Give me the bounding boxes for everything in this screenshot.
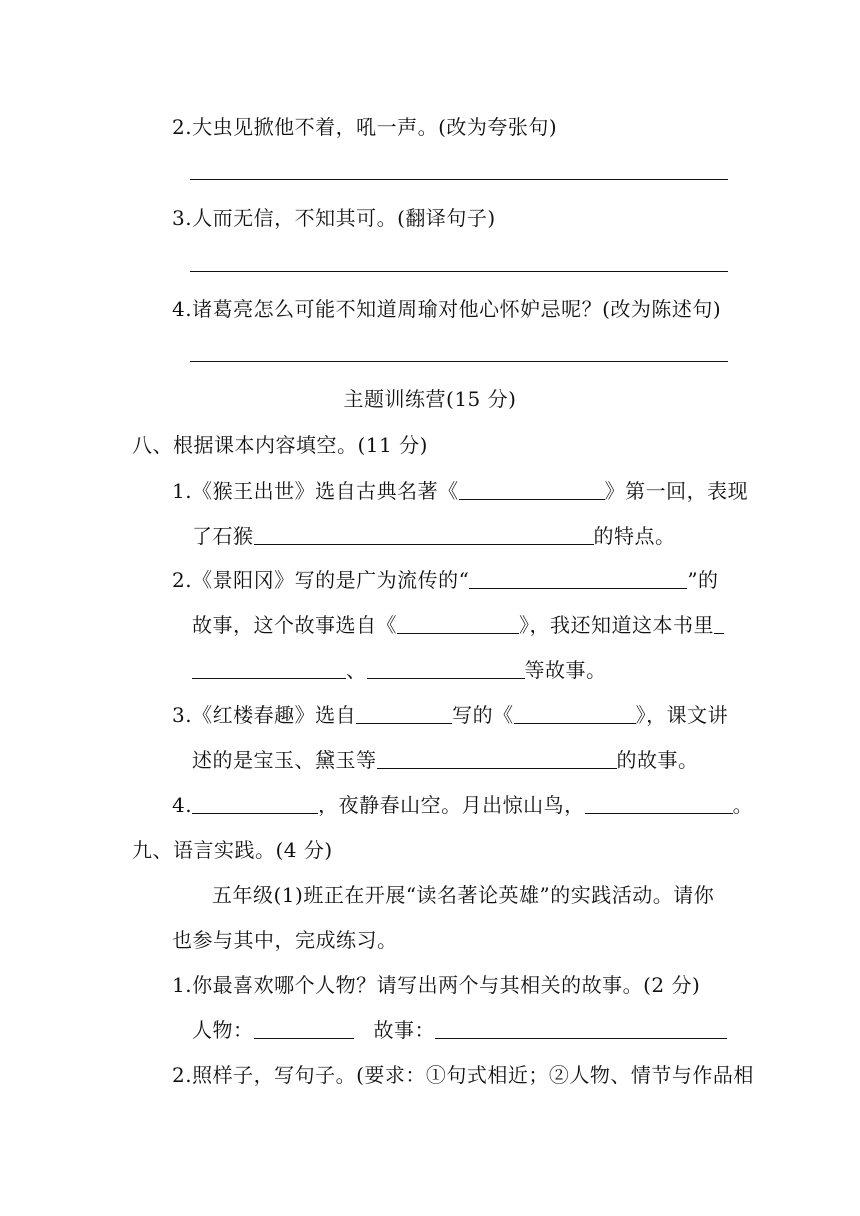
story-label: 故事： — [373, 1018, 435, 1042]
q8-item-3-line2: 述的是宝玉、黛玉等 的故事。 — [192, 748, 699, 772]
blank-q8-4a[interactable] — [192, 793, 318, 814]
answer-line-q7-2[interactable] — [190, 179, 728, 180]
section-title: 主题训练营(15 分) — [343, 387, 517, 411]
q8-item-4: 4. ，夜静春山空。月出惊山鸟， 。 — [172, 793, 754, 817]
blank-q8-3c[interactable] — [377, 748, 617, 769]
q8-item-3-line1: 3.《红楼春趣》选自 写的《 》，课文讲 — [172, 703, 729, 727]
blank-q8-3b[interactable] — [514, 703, 636, 724]
blank-q8-2c[interactable] — [192, 658, 346, 679]
answer-line-q7-4[interactable] — [190, 361, 728, 362]
q7-item-2: 2.大虫见掀他不着，吼一声。(改为夸张句) — [172, 115, 558, 139]
blank-q8-2b[interactable] — [397, 613, 519, 634]
blank-q8-1a[interactable] — [459, 479, 605, 500]
q9-sub-2: 2.照样子，写句子。(要求：①句式相近；②人物、情节与作品相 — [172, 1063, 754, 1087]
q8-item-2-line3: 、 等故事。 — [192, 657, 607, 683]
q7-item-3: 3.人而无信，不知其可。(翻译句子) — [172, 206, 496, 230]
q7-item-4: 4.诸葛亮怎么可能不知道周瑜对他心怀妒忌呢？(改为陈述句) — [172, 297, 722, 321]
q9-intro-line2: 也参与其中，完成练习。 — [172, 928, 398, 952]
blank-q8-1b[interactable] — [254, 524, 594, 545]
story-blank[interactable] — [435, 1018, 727, 1039]
blank-q8-2d[interactable] — [367, 658, 525, 679]
blank-q8-2c-start[interactable] — [714, 613, 724, 634]
q8-item-2-line1: 2.《景阳冈》写的是广为流传的“ ”的 — [172, 568, 719, 592]
q9-sub-1: 1.你最喜欢哪个人物？请写出两个与其相关的故事。(2 分) — [172, 973, 701, 997]
answer-line-q7-3[interactable] — [190, 271, 728, 272]
q8-heading: 八、根据课本内容填空。(11 分) — [132, 433, 428, 457]
q9-sub-1-answer-row — [192, 1017, 727, 1043]
blank-q8-2a[interactable] — [469, 568, 687, 589]
q9-intro-line1: 五年级(1)班正在开展“读名著论英雄”的实践活动。请你 — [212, 883, 715, 907]
q8-item-1-line2: 了石猴 的特点。 — [192, 524, 676, 548]
q8-item-1-line1: 1.《猴王出世》选自古典名著《 》第一回，表现 — [172, 479, 749, 503]
blank-q8-4b[interactable] — [585, 793, 733, 814]
person-label: 人物： — [192, 1018, 254, 1042]
q8-item-2-line2: 故事，这个故事选自《 》，我还知道这本书里 — [192, 612, 724, 638]
blank-q8-3a[interactable] — [356, 703, 452, 724]
q9-heading: 九、语言实践。(4 分) — [132, 838, 333, 862]
person-blank[interactable] — [254, 1018, 354, 1039]
